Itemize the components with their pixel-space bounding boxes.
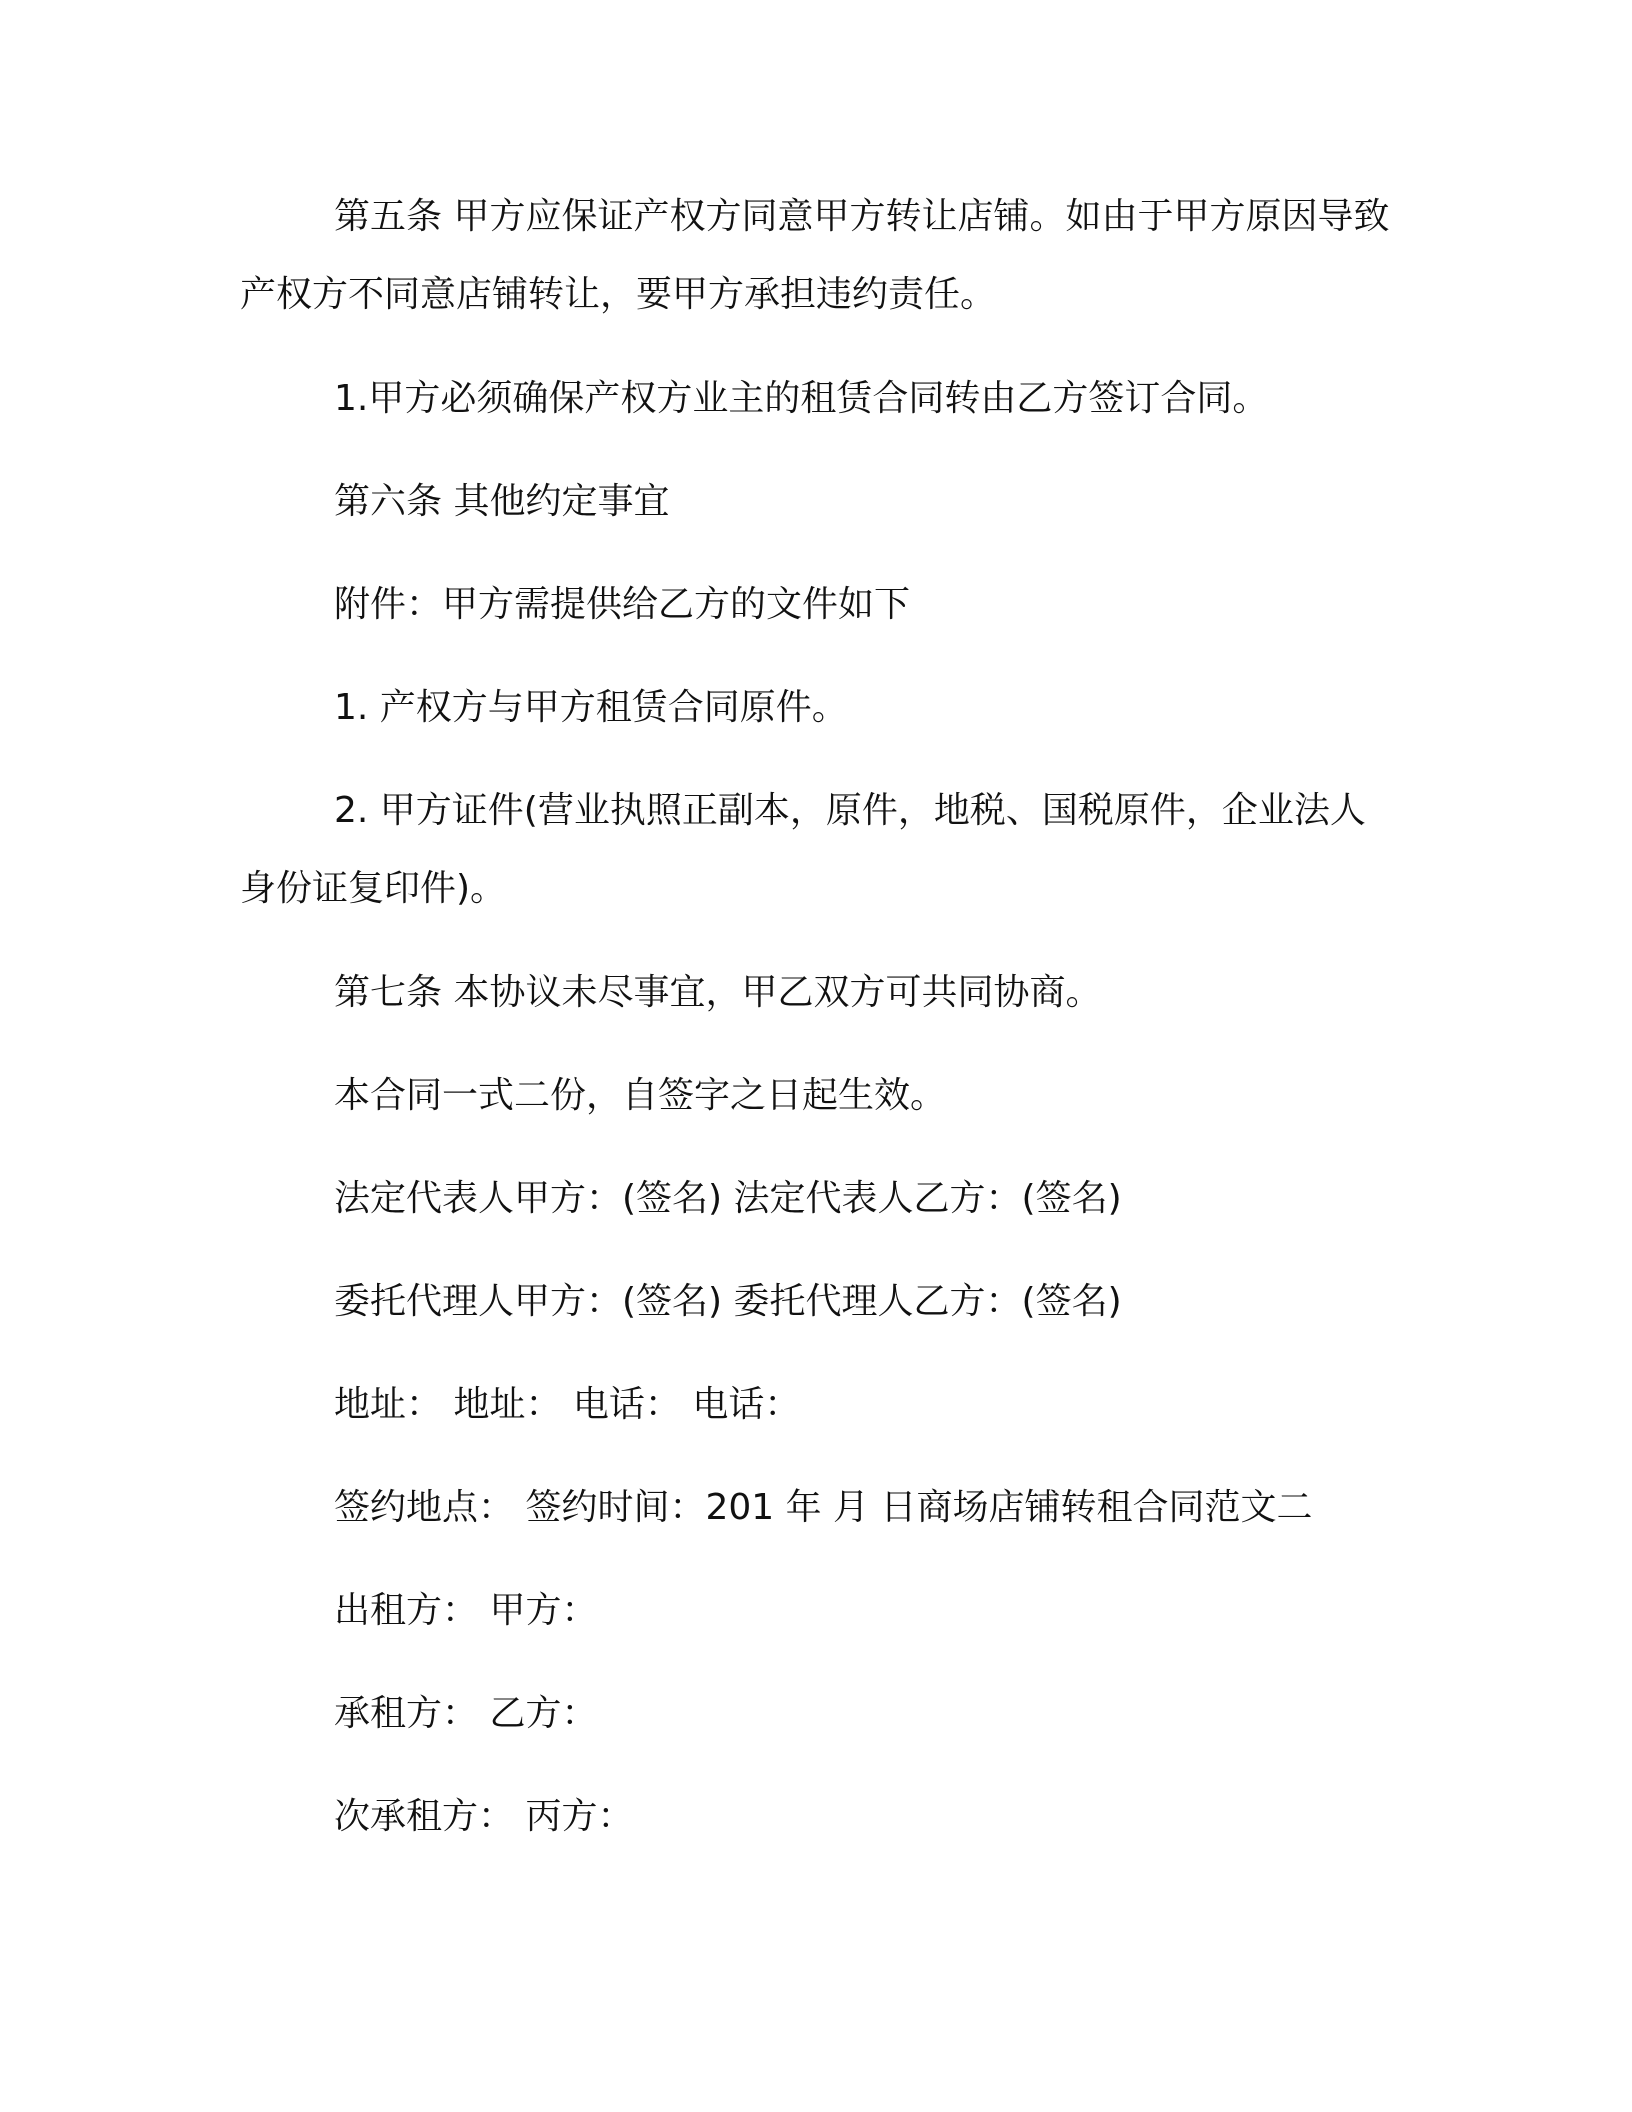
article-7-paragraph: 第七条 本协议未尽事宜，甲乙双方可共同协商。 bbox=[334, 972, 1102, 1013]
address-phone-line: 地址： 地址： 电话： 电话： bbox=[334, 1384, 801, 1425]
signing-place-time-line: 签约地点： 签约时间：201 年 月 日商场店铺转租合同范文二 bbox=[334, 1487, 1313, 1528]
lessee-line: 承租方： 乙方： bbox=[334, 1693, 598, 1734]
contract-effective-paragraph: 本合同一式二份，自签字之日起生效。 bbox=[334, 1075, 947, 1116]
article-6-heading: 第六条 其他约定事宜 bbox=[334, 481, 670, 522]
attachment-item-2: 2. 甲方证件(营业执照正副本，原件，地税、国税原件，企业法人身份证复印件)。 bbox=[240, 790, 1366, 909]
clause-1-paragraph: 1.甲方必须确保产权方业主的租赁合同转由乙方签订合同。 bbox=[334, 378, 1269, 419]
lessor-line: 出租方： 甲方： bbox=[334, 1590, 598, 1631]
sublessee-line: 次承租方： 丙方： bbox=[334, 1796, 634, 1837]
article-5-paragraph: 第五条 甲方应保证产权方同意甲方转让店铺。如由于甲方原因导致产权方不同意店铺转让，要甲方承担违约责任。 bbox=[240, 196, 1390, 315]
authorized-agent-line: 委托代理人甲方：(签名) 委托代理人乙方：(签名) bbox=[334, 1281, 1122, 1322]
attachment-heading: 附件：甲方需提供给乙方的文件如下 bbox=[334, 584, 911, 625]
attachment-item-1: 1. 产权方与甲方租赁合同原件。 bbox=[334, 687, 848, 728]
legal-representative-line: 法定代表人甲方：(签名) 法定代表人乙方：(签名) bbox=[334, 1178, 1122, 1219]
